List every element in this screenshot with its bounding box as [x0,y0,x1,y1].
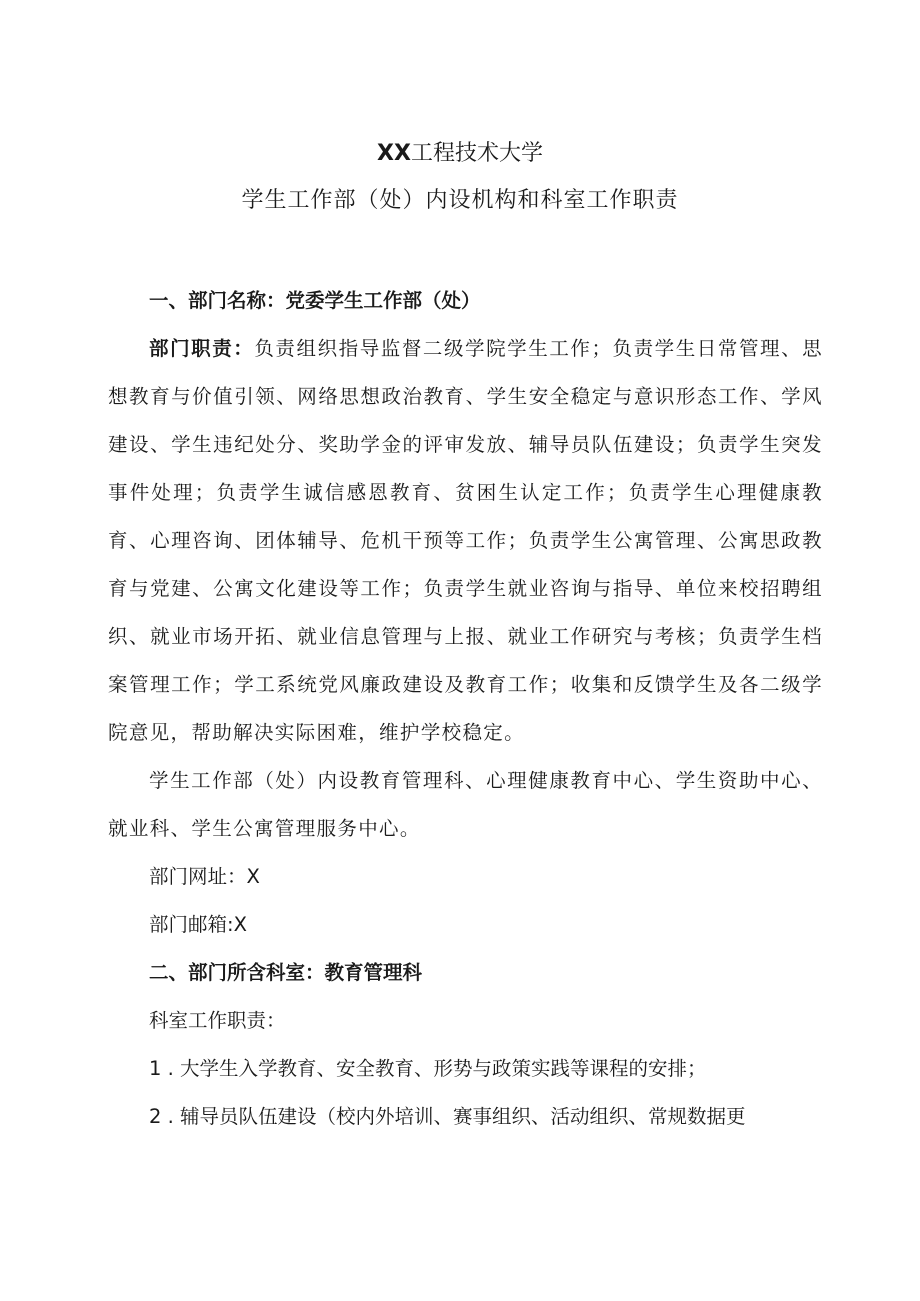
section1-structure: 学生工作部（处）内设教育管理科、心理健康教育中心、学生资助中心、就业科、学生公寓管理服务中心。 [108,769,823,840]
section2-item-1: 1 . 大学生入学教育、安全教育、形势与政策实践等课程的安排； [149,1057,707,1080]
section1-duty-label: 部门职责： [149,337,255,360]
section1-heading: 一、部门名称：党委学生工作部（处） [149,289,481,312]
document-body [108,277,823,1141]
document-subtitle: 学生工作部（处）内设机构和科室工作职责 [241,188,679,213]
section2-heading: 二、部门所含科室：教育管理科 [149,961,423,984]
section2-duty-label: 科室工作职责： [149,1009,286,1032]
section1-website: 部门网址：X [149,865,260,888]
section2-item-2: 2 . 辅导员队伍建设（校内外培训、赛事组织、活动组织、常规数据更 [149,1105,746,1128]
section1-duty-text: 负责组织指导监督二级学院学生工作；负责学生日常管理、思想教育与价值引领、网络思想政治教育、学生安全稳定与意识形态工作、学风建设、学生违纪处分、奖助学金的评审发放、辅导员队伍建设；负责学生突发事件处理；负责学生诚信感恩教育、贫困生认定工作；负责学生心理健康教育、心理咨询、团体辅导、危机干预等工作；负责学生公寓管理、公寓思政教育与党建、公寓文化建设等工作；负责学生就业咨询与指导、单位来校招聘组织、就业市场开拓、就业信息管理与上报、就业工作研究与考核；负责学生档案管理工作；学工系统党风廉政建设及教育工作；收集和反馈学生及各二级学院意见，帮助解决实际困难，维护学校稳定。 [108,337,823,744]
section1-email: 部门邮箱:X [149,913,247,936]
section1-duties [108,325,823,757]
university-name-rest: 工程技术大学 [410,141,543,166]
university-prefix: XX [377,141,411,166]
university-title [0,138,920,170]
